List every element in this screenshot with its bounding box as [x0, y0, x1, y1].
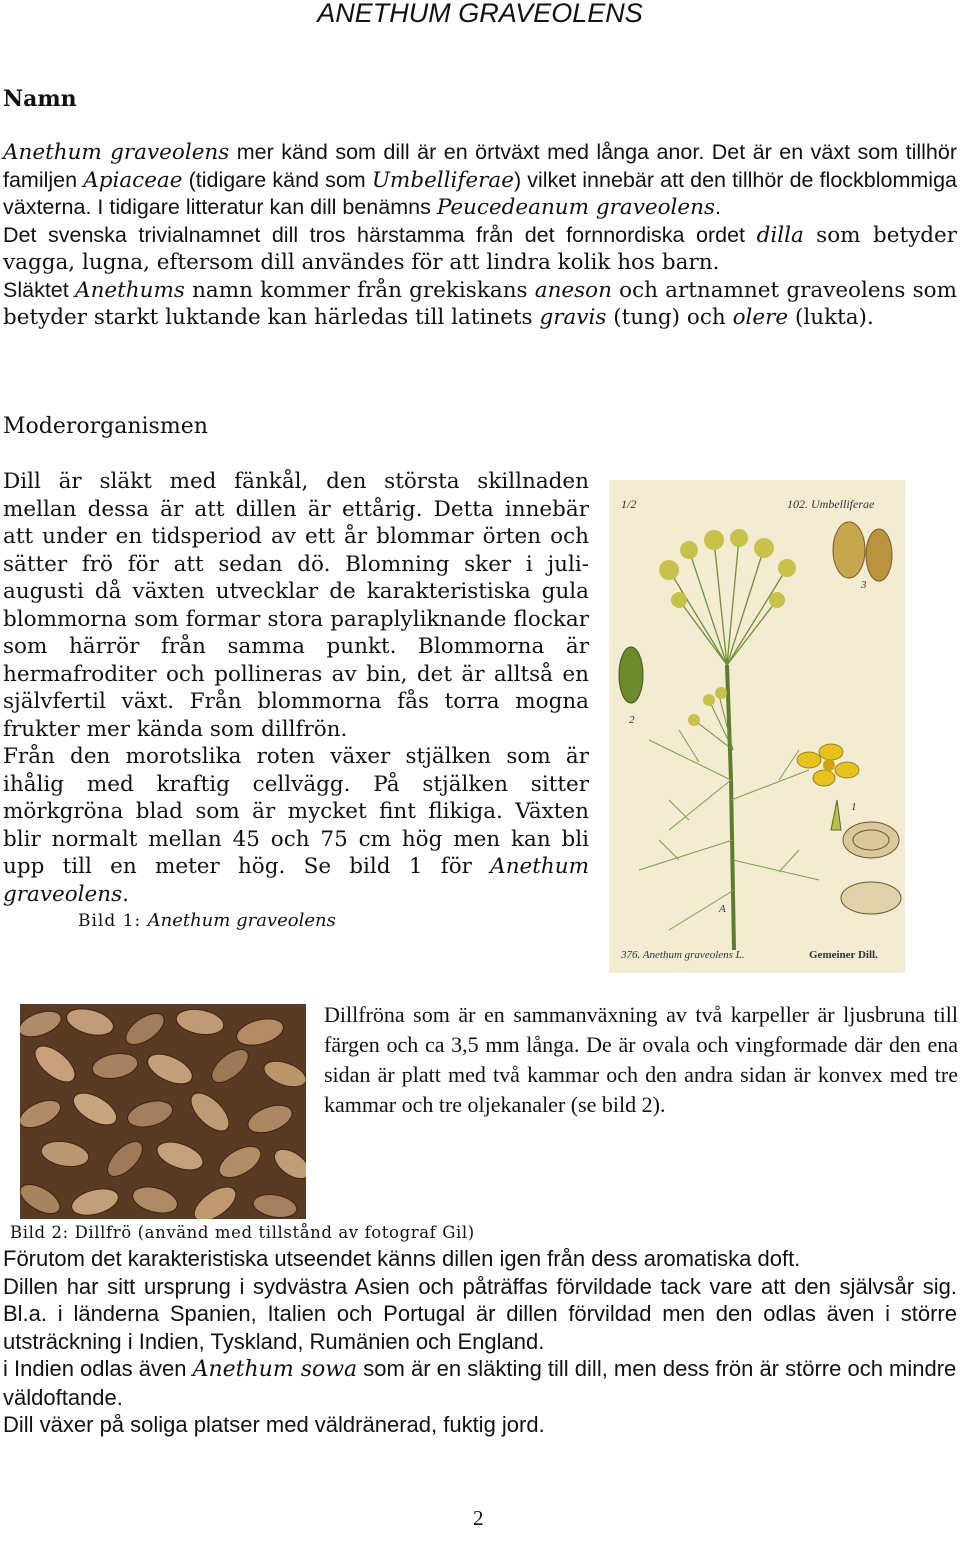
svg-text:3: 3 — [861, 579, 867, 591]
dill-botanical-illustration — [609, 480, 905, 973]
dill-seeds-photo — [20, 1004, 306, 1219]
namn-paragraph-3: Släktet Anethums namn kommer från grekiskans aneson och artnamnet graveolens som betyder starkt luktande kan härledas till latinets gravis (tung) och olere (lukta). — [3, 277, 958, 330]
illustration-common-name: Gemeiner Dill. — [809, 949, 878, 961]
namn-paragraph-2: Det svenska trivialnamnet dill tros härstamma från det fornnordiska ordet dilla som betyder vagga, lugna, eftersom dill användes för att lindra kolik hos barn. — [3, 222, 957, 275]
final-paragraph-4: Dill växer på soliga platser med väldränerad, fuktig jord. — [3, 1412, 545, 1437]
moder-paragraph-2: Från den morotslika roten växer stjälken som är ihålig med kraftig cellvägg. På stjälken sitter mörkgröna blad som är mycket fint flikiga. Växten blir normalt mellan 45 och 75 cm hög men kan bli upp till en meter hög. Se bild 1 för Anethum graveolens. — [3, 744, 589, 907]
namn-body — [3, 139, 957, 332]
svg-text:A: A — [719, 903, 726, 915]
figure-caption-1: Bild 1: Anethum graveolens — [78, 910, 336, 931]
dill-seeds-drawing — [20, 1004, 306, 1219]
final-body — [3, 1245, 957, 1439]
moder-body — [3, 468, 589, 908]
page-number: 2 — [473, 1506, 484, 1530]
illustration-family-label: 102. Umbelliferae — [787, 497, 875, 511]
illustration-scale-label: 1/2 — [621, 497, 637, 511]
moder-paragraph-1: Dill är släkt med fänkål, den största skillnaden mellan dessa är att dillen är ettårig. Detta innebär att under en tidsperiod av ett år blommar örten och sätter frö för att sedan dö. Blomning sker i juli-augusti då växten utvecklar de karakteristiska gula blommorna som formar stora paraplyliknande flockar som härrör från samma punkt. Blommorna är hermafroditer och pollineras av bin, det är alltså en självfertil växt. Från blommorna fås torra mogna frukter mer kända som dillfrön. — [3, 469, 589, 742]
namn-paragraph-1: Anethum graveolens mer känd som dill är en örtväxt med långa anor. Det är en växt som tillhör familjen Apiaceae (tidigare känd som Umbelliferae) vilket innebär att den tillhör de flockblommiga växterna. I tidigare litteratur kan dill benämns Peucedeanum graveolens. — [3, 140, 957, 220]
page-title: ANETHUM GRAVEOLENS — [317, 0, 643, 28]
seed-paragraph: Dillfröna som är en sammanväxning av två karpeller är ljusbruna till färgen och ca 3,5 mm långa. De är ovala och vingformade där den ena sidan är platt med två kammar och den andra sidan är konvex med tre kammar och tre oljekanaler (se bild 2). — [324, 1002, 958, 1117]
section-heading-namn: Namn — [3, 86, 77, 112]
latin-name: Anethum graveolens — [3, 140, 230, 165]
svg-text:1: 1 — [851, 801, 857, 813]
final-paragraph-2: Dillen har sitt ursprung i sydvästra Asien och påträffas förvildade tack vare att den självsår sig. Bl.a. i länderna Spanien, Italien och Portugal är dillen förvildad men den odlas även i större utsträckning i Indien, Tyskland, Rumänien och England. — [3, 1273, 957, 1354]
illustration-species-label: 376. Anethum graveolens L. — [621, 949, 745, 961]
final-paragraph-3: i Indien odlas även Anethum sowa som är en släkting till dill, men dess frön är större och mindre väldoftande. — [3, 1356, 957, 1410]
dill-plant-drawing — [609, 480, 905, 973]
figure-caption-2: Bild 2: Dillfrö (använd med tillstånd av fotograf Gil) — [10, 1223, 475, 1242]
seed-description — [324, 1000, 958, 1120]
svg-text:2: 2 — [629, 714, 635, 726]
section-heading-moderorganismen: Moderorganismen — [3, 414, 208, 439]
final-paragraph-1: Förutom det karakteristiska utseendet känns dillen igen från dess aromatiska doft. — [3, 1246, 801, 1271]
